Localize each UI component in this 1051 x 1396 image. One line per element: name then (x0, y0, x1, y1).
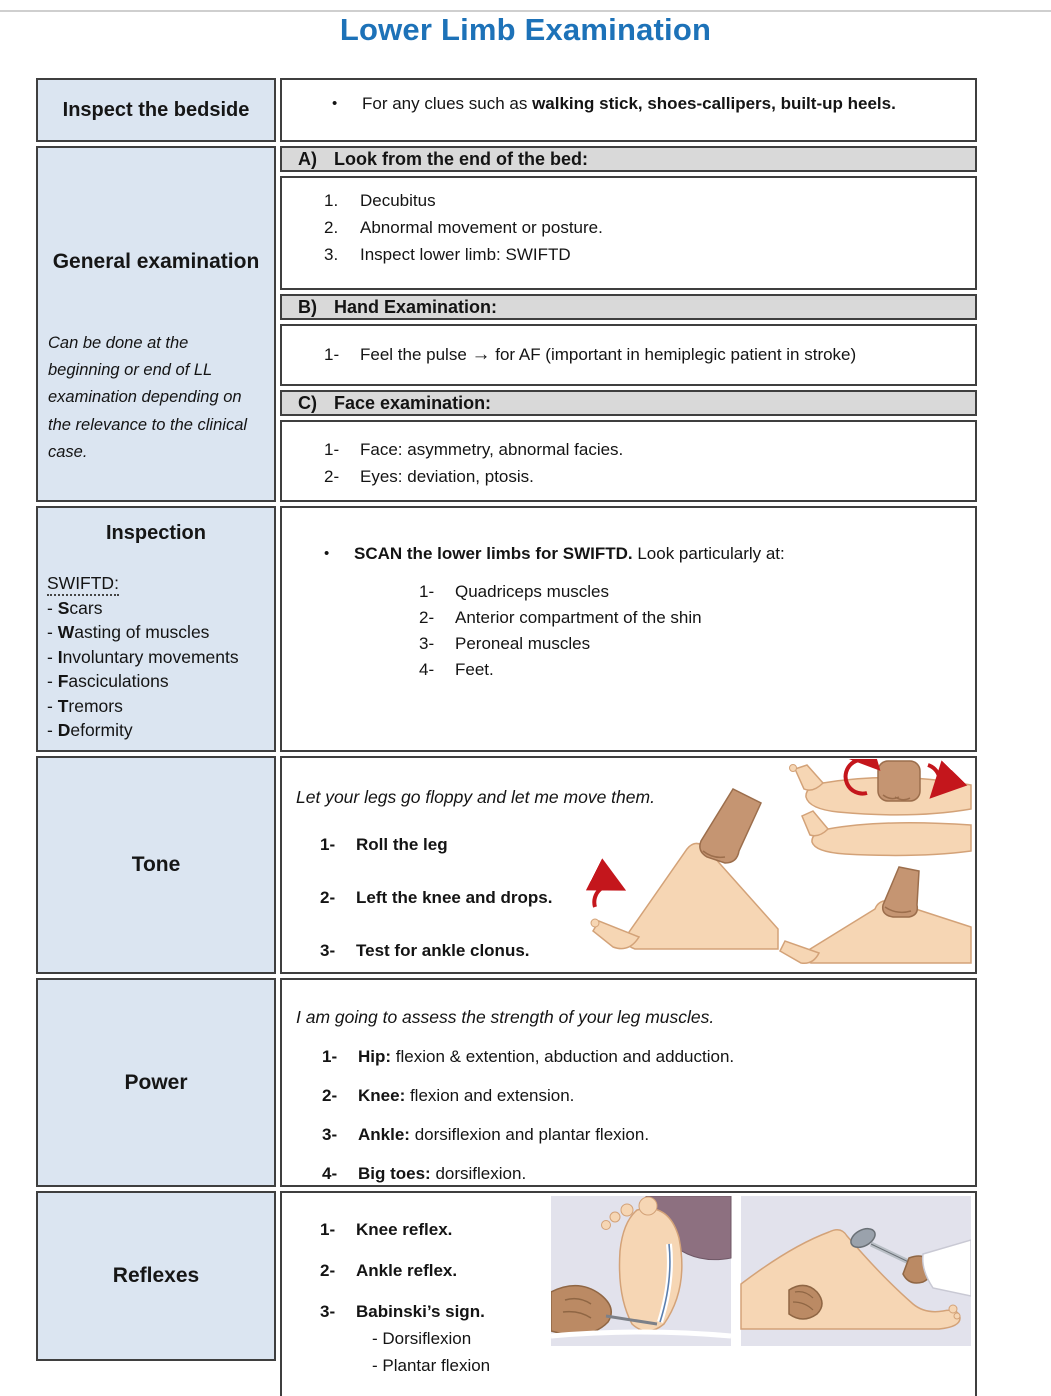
knee-reflex-illustration (741, 1196, 971, 1346)
row-header-label: Tone (131, 853, 181, 876)
row-header-general-examination (36, 146, 276, 502)
list-item: 4- Feet. (419, 660, 494, 679)
row-general-examination (36, 146, 977, 502)
knee-drop-figure (780, 867, 971, 963)
tone-instruction: Let your legs go floppy and let me move them. (296, 787, 655, 807)
sublist-item: - Dorsiflexion (372, 1329, 472, 1348)
row-tone (36, 756, 977, 974)
general-exam-sections (280, 146, 977, 502)
general-exam-note: Can be done at the beginning or end of LL examination depending on the relevance to the clinical case. (48, 334, 248, 461)
babinski-illustration (551, 1196, 731, 1346)
swiftd-heading: SWIFTD: (47, 573, 119, 596)
swiftd-acronym-list (38, 571, 274, 743)
tone-content-cell (280, 756, 977, 974)
subheader-face-examination: C) Face examination: (280, 390, 977, 416)
acronym-item: - Fasciculations (47, 671, 169, 691)
subheader-look-from-end-of-bed: A) Look from the end of the bed: (280, 146, 977, 172)
subheader-hand-examination: B) Hand Examination: (280, 294, 977, 320)
acronym-item: - Deformity (47, 720, 133, 740)
scan-instruction: SCAN the lower limbs for SWIFTD. Look particularly at: (354, 544, 785, 563)
list-item: 2- Anterior compartment of the shin (419, 608, 702, 627)
page-title: Lower Limb Examination (339, 12, 712, 47)
acronym-item: - Scars (47, 597, 103, 618)
row-header-label: General examination (52, 250, 260, 273)
list-item: 4- Big toes: dorsiflexion. (322, 1164, 527, 1183)
bullet-icon: • (332, 95, 338, 112)
list-item: 3- Ankle: dorsiflexion and plantar flexion. (322, 1125, 650, 1144)
row-header-inspect-bedside (36, 78, 276, 142)
power-instruction: I am going to assess the strength of your leg muscles. (296, 1007, 715, 1027)
reflexes-content-cell (280, 1191, 977, 1396)
list-item: 2. Abnormal movement or posture. (324, 218, 603, 237)
list-item: 3- Peroneal muscles (419, 634, 591, 653)
tone-maneuvers-illustration (583, 759, 973, 971)
list-item: 1- Hip: flexion & extention, abduction and adduction. (322, 1047, 735, 1066)
power-step-list (282, 1044, 975, 1187)
list-item: 2- Ankle reflex. (320, 1261, 458, 1280)
list-item: 1- Knee reflex. (320, 1220, 453, 1239)
row-header-tone (36, 756, 276, 974)
list-item: 1- Face: asymmetry, abnormal facies. (324, 440, 624, 459)
look-from-bed-list (280, 176, 977, 290)
acronym-item: - Involuntary movements (47, 646, 239, 667)
row-header-power (36, 978, 276, 1187)
row-header-reflexes (36, 1191, 276, 1361)
list-item: 3. Inspect lower limb: SWIFTD (324, 245, 571, 264)
row-inspection (36, 506, 977, 752)
examination-table (36, 78, 977, 1391)
list-item: 1- Roll the leg (320, 835, 448, 854)
list-item: 2- Left the knee and drops. (320, 888, 553, 907)
scan-target-list (282, 579, 975, 683)
list-item: 2- Knee: flexion and extension. (322, 1086, 575, 1105)
list-item: 3- Test for ankle clonus. (320, 941, 530, 960)
ankle-clonus-figure (591, 789, 778, 949)
inspection-content-cell (280, 506, 977, 752)
row-header-label: Reflexes (112, 1264, 200, 1287)
power-content-cell (280, 978, 977, 1187)
bedside-clues-text: For any clues such as walking stick, shoes-callipers, built-up heels. (362, 94, 896, 113)
row-header-label: Inspection (105, 522, 206, 544)
list-item: 1- Feel the pulse → for AF (important in hemiplegic patient in stroke) (324, 344, 857, 365)
row-reflexes (36, 1191, 977, 1391)
reflex-test-illustrations (551, 1196, 971, 1348)
hand-exam-content (280, 324, 977, 386)
roll-leg-figure (790, 760, 972, 856)
list-item: 2- Eyes: deviation, ptosis. (324, 467, 534, 486)
acronym-item: - Wasting of muscles (47, 622, 210, 642)
sublist-item: - Plantar flexion (372, 1356, 491, 1375)
bedside-content-cell (280, 78, 977, 142)
face-exam-list (280, 420, 977, 502)
right-arrow-icon: → (471, 344, 491, 365)
row-header-label: Inspect the bedside (62, 98, 250, 121)
list-item: 1. Decubitus (324, 191, 436, 210)
row-header-inspection (36, 506, 276, 752)
list-item: 3- Babinski’s sign. (320, 1302, 485, 1321)
row-power (36, 978, 977, 1187)
row-inspect-bedside (36, 78, 977, 142)
bullet-icon: • (324, 545, 330, 562)
row-header-label: Power (124, 1070, 188, 1094)
acronym-item: - Tremors (47, 695, 123, 716)
list-item: 1- Quadriceps muscles (419, 582, 610, 601)
